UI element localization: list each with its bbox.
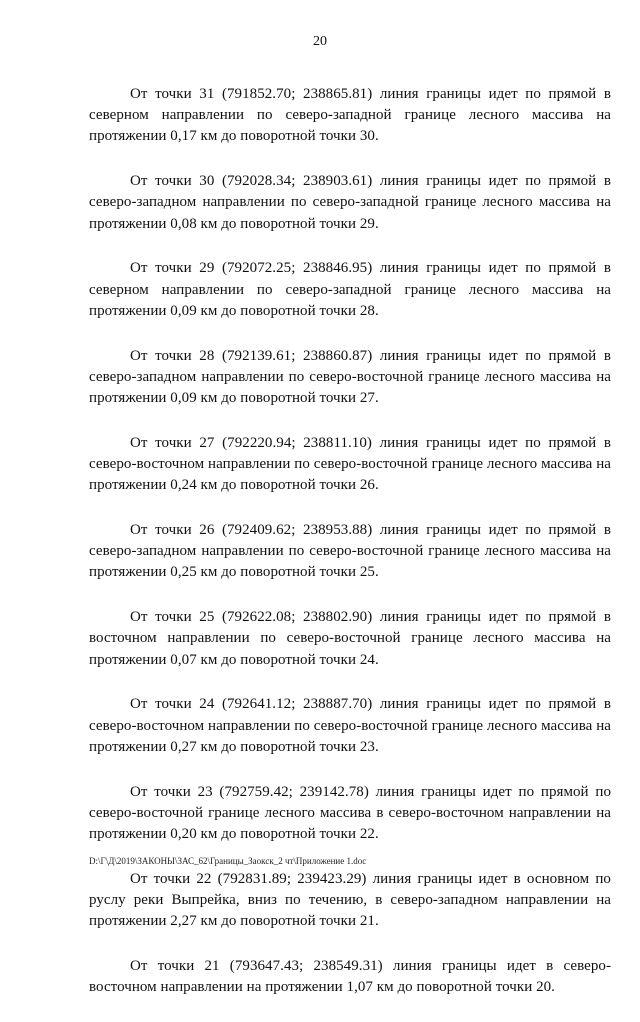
- boundary-paragraph: От точки 23 (792759.42; 239142.78) линия границы идет по прямой по северо-восточной границе лесного массива в северо-восточном направлении на протяжении 0,20 км до поворотной точки 22.: [89, 783, 611, 843]
- boundary-paragraph: От точки 25 (792622.08; 238802.90) линия границы идет по прямой в восточном направлении по северо-восточной границе лесного массива на протяжении 0,07 км до поворотной точки 24.: [89, 609, 611, 668]
- boundary-paragraph: От точки 30 (792028.34; 238903.61) линия границы идет по прямой в северо-западном направлении по северо-западной границе лесного массива на протяжении 0,08 км до поворотной точки 29.: [89, 173, 611, 232]
- document-body: [89, 84, 611, 1022]
- page-number: 20: [313, 34, 327, 49]
- boundary-paragraph: От точки 22 (792831.89; 239423.29) линия границы идет в основном по руслу реки Выпрейка, вниз по течению, в северо-западном направлении на протяжении 2,27 км до поворотной точки 21.: [89, 870, 611, 930]
- boundary-paragraph: От точки 26 (792409.62; 238953.88) линия границы идет по прямой в северо-западном направлении по северо-восточной границе лесного массива на протяжении 0,25 км до поворотной точки 25.: [89, 522, 611, 581]
- boundary-paragraph: От точки 28 (792139.61; 238860.87) линия границы идет по прямой в северо-западном направлении по северо-восточной границе лесного массива на протяжении 0,09 км до поворотной точки 27.: [89, 347, 611, 407]
- boundary-paragraph: От точки 31 (791852.70; 238865.81) линия границы идет по прямой в северном направлении по северо-западной границе лесного массива на протяжении 0,17 км до поворотной точки 30.: [89, 86, 611, 145]
- file-path-footer: D:\Г\Д\2019\ЗАКОНЫ\ЗАС_62\Границы_Заокск_2 чт\Приложение 1.doc: [89, 856, 367, 866]
- boundary-paragraph: От точки 24 (792641.12; 238887.70) линия границы идет по прямой в северо-восточном направлении по северо-восточной границе лесного массива на протяжении 0,27 км до поворотной точки 23.: [89, 696, 611, 755]
- boundary-paragraph: От точки 21 (793647.43; 238549.31) линия границы идет в северо-восточном направлении на протяжении 1,07 км до поворотной точки 20.: [89, 958, 611, 996]
- boundary-paragraph: От точки 29 (792072.25; 238846.95) линия границы идет по прямой в северном направлении по северо-западной границе лесного массива на протяжении 0,09 км до поворотной точки 28.: [89, 260, 611, 319]
- boundary-paragraph: От точки 27 (792220.94; 238811.10) линия границы идет по прямой в северо-восточном направлении по северо-восточной границе лесного массива на протяжении 0,24 км до поворотной точки 26.: [89, 434, 611, 494]
